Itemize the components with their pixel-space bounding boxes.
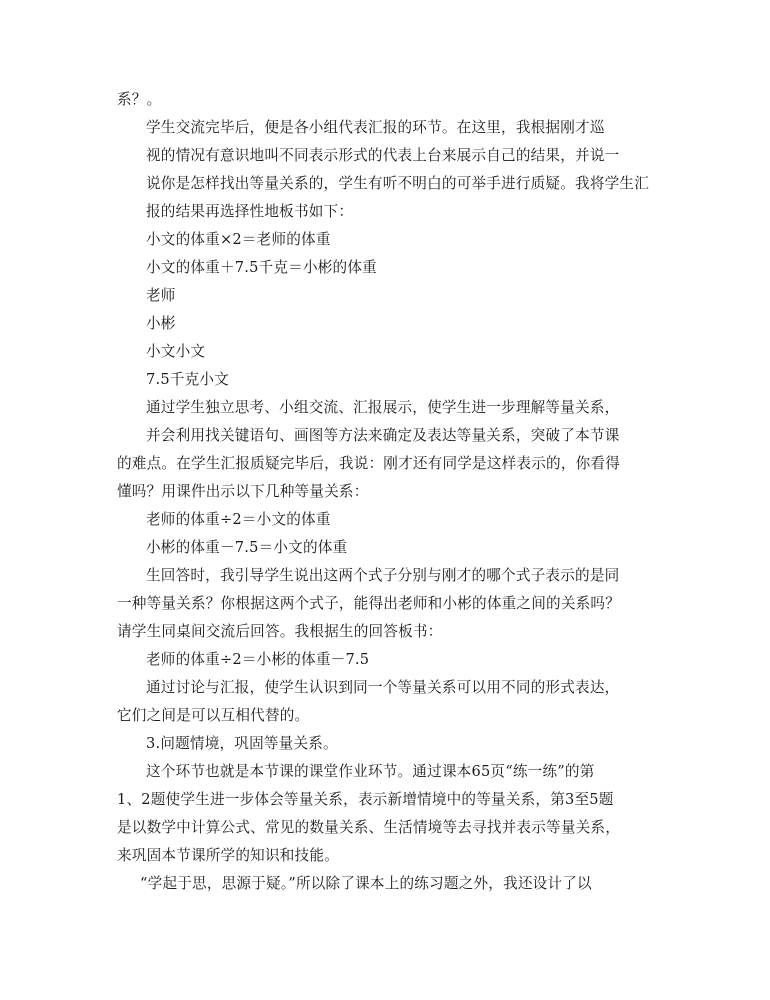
text-line: 一种等量关系？你根据这两个式子，能得出老师和小彬的体重之间的关系吗？	[117, 595, 620, 612]
text-line: 视的情况有意识地叫不同表示形式的代表上台来展示自己的结果，并说一	[146, 147, 620, 164]
text-line: 老师的体重÷2＝小彬的体重－7.5	[146, 651, 370, 668]
text-line: 通过学生独立思考、小组交流、汇报展示，使学生进一步理解等量关系，	[146, 399, 620, 416]
text-line: 这个环节也就是本节课的课堂作业环节。通过课本65页“练一练”的第	[146, 763, 595, 780]
text-line: 7.5千克小文	[146, 371, 229, 388]
text-line: 通过讨论与汇报，使学生认识到同一个等量关系可以用不同的形式表达，	[146, 679, 620, 696]
text-line: 报的结果再选择性地板书如下：	[146, 203, 354, 220]
text-line: 生回答时，我引导学生说出这两个式子分别与刚才的哪个式子表示的是同	[146, 567, 620, 584]
text-line: 并会利用找关键语句、画图等方法来确定及表达等量关系，突破了本节课	[146, 427, 620, 444]
text-line: 老师的体重÷2＝小文的体重	[146, 511, 331, 528]
text-line: 来巩固本节课所学的知识和技能。	[117, 847, 339, 864]
text-line: “学起于思，思源于疑。”所以除了课本上的练习题之外，我还设计了以	[140, 875, 592, 892]
text-line: 它们之间是可以互相代替的。	[117, 707, 310, 724]
text-line: 请学生同桌间交流后回答。我根据生的回答板书：	[117, 623, 443, 640]
text-line: 说你是怎样找出等量关系的，学生有听不明白的可举手进行质疑。我将学生汇	[146, 175, 649, 192]
text-line: 3.问题情境，巩固等量关系。	[146, 735, 338, 752]
text-line: 小彬的体重－7.5＝小文的体重	[146, 539, 348, 556]
text-line: 懂吗？用课件出示以下几种等量关系：	[117, 483, 369, 500]
text-line: 小文的体重＋7.5千克＝小彬的体重	[146, 259, 377, 276]
text-line: 小文小文	[146, 343, 206, 360]
text-line: 是以数学中计算公式、常见的数量关系、生活情境等去寻找并表示等量关系，	[117, 819, 620, 836]
text-line: 系？。	[117, 91, 162, 108]
text-line: 老师	[146, 287, 176, 304]
text-line: 的难点。在学生汇报质疑完毕后，我说：刚才还有同学是这样表示的，你看得	[117, 455, 620, 472]
text-line: 小彬	[146, 315, 176, 332]
text-line: 1、2题使学生进一步体会等量关系，表示新增情境中的等量关系，第3至5题	[117, 791, 614, 808]
text-line: 学生交流完毕后，便是各小组代表汇报的环节。在这里，我根据刚才巡	[146, 119, 605, 136]
text-line: 小文的体重×2＝老师的体重	[146, 231, 331, 248]
